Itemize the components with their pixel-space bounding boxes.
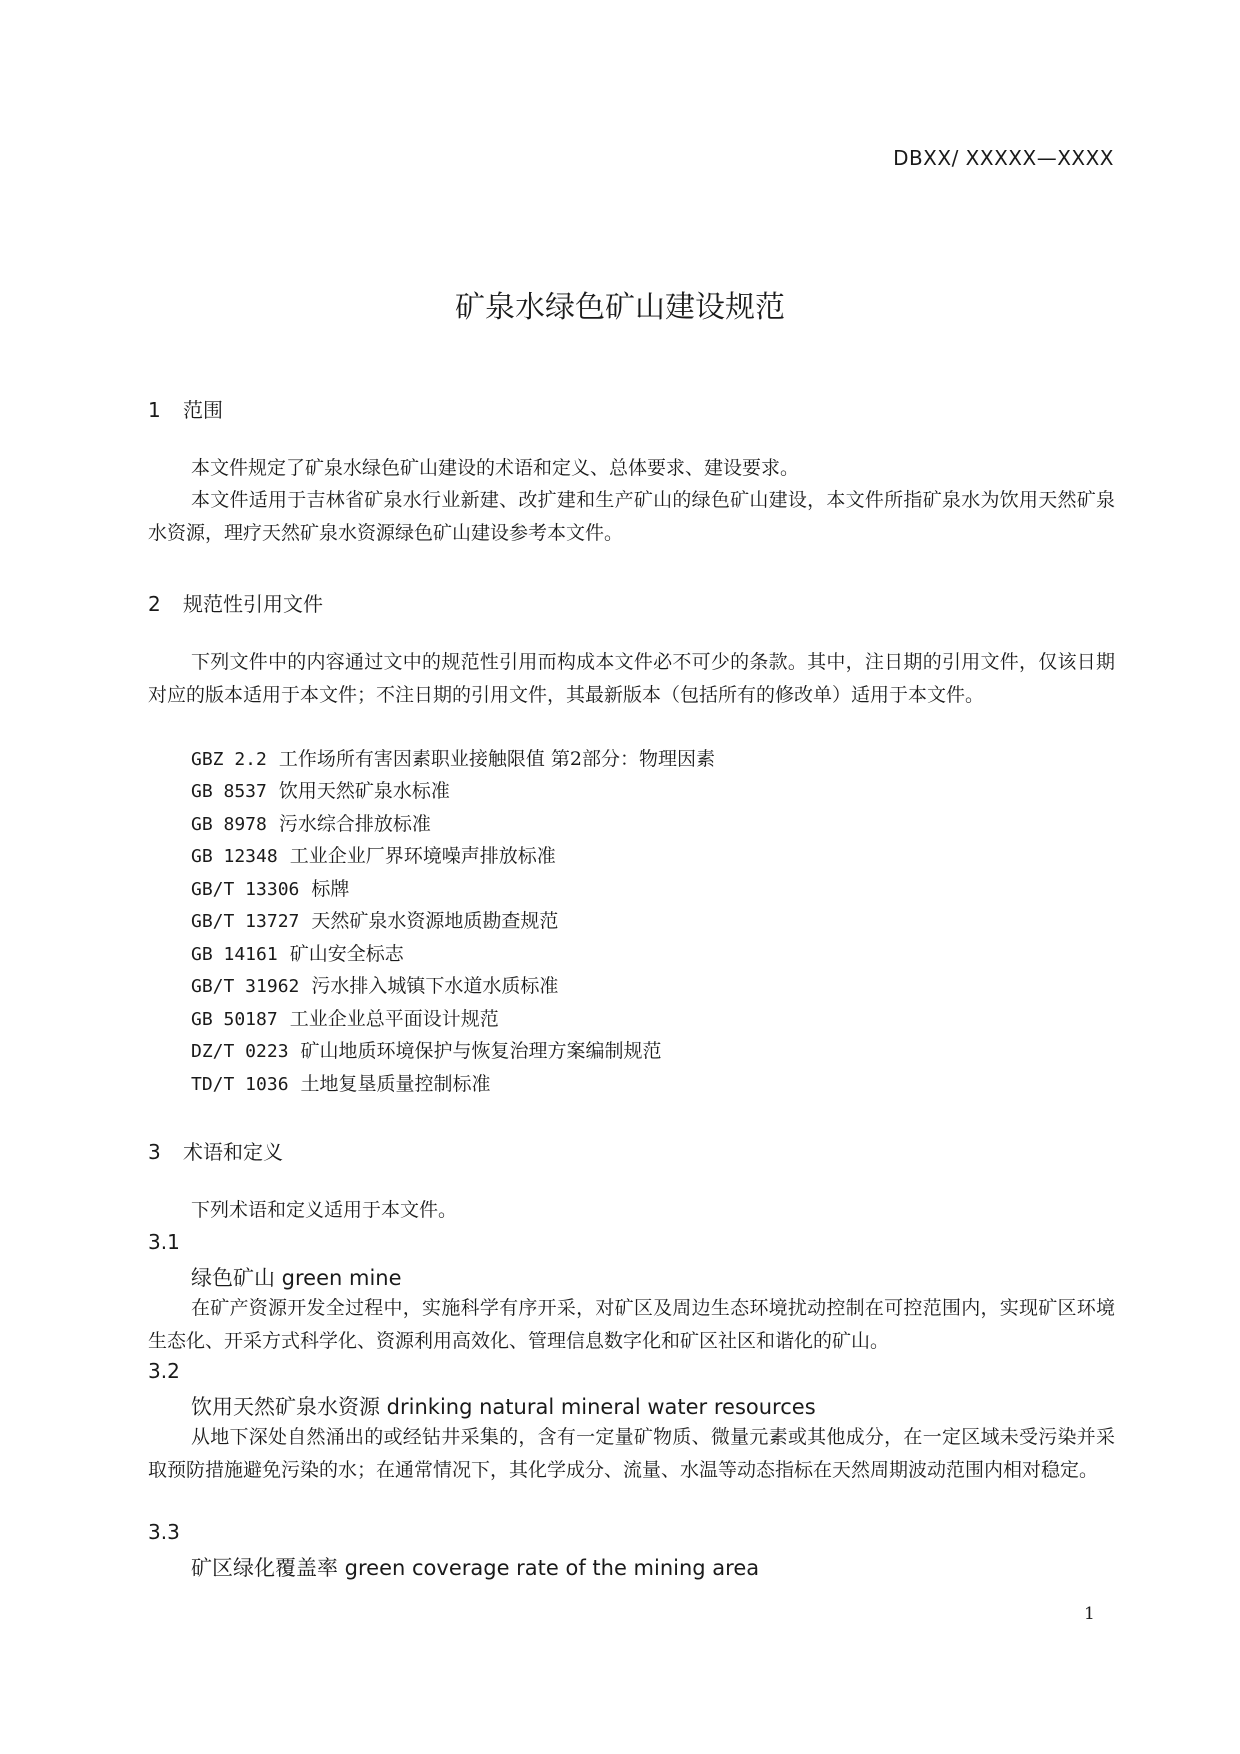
reference-item: [191, 1035, 662, 1069]
reference-title: 工业企业厂界环境噪声排放标准: [289, 845, 556, 867]
reference-code: DZ/T 0223: [191, 1041, 289, 1062]
page-number: 1: [1084, 1604, 1095, 1624]
term-number: 3.2: [148, 1359, 180, 1383]
term-definition: 从地下深处自然涌出的或经钻井采集的，含有一定量矿物质、微量元素或其他成分，在一定区域未受污染并采取预防措施避免污染的水；在通常情况下，其化学成分、流量、水温等动态指标在天然周期波动范围内相对稳定。: [148, 1426, 1115, 1481]
reference-code: GB 8537: [191, 781, 267, 802]
reference-title: 工业企业总平面设计规范: [289, 1008, 499, 1030]
reference-title: 标牌: [311, 878, 350, 900]
reference-title: 矿山安全标志: [289, 943, 404, 965]
reference-code: GB 8978: [191, 814, 267, 835]
reference-title: 污水综合排放标准: [278, 813, 431, 835]
section-number: 2: [148, 592, 161, 616]
term-title: 饮用天然矿泉水资源 drinking natural mineral water resources: [191, 1395, 816, 1419]
reference-item: [191, 970, 558, 1004]
reference-title: 污水排入城镇下水道水质标准: [311, 975, 559, 997]
reference-item: [191, 743, 715, 777]
reference-code: GB/T 13306: [191, 879, 300, 900]
reference-item: [191, 905, 558, 939]
reference-code: TD/T 1036: [191, 1074, 289, 1095]
reference-title: 土地复垦质量控制标准: [300, 1073, 491, 1095]
section-number: 1: [148, 398, 161, 422]
reference-item: [191, 1003, 499, 1037]
reference-item: [191, 775, 450, 809]
term-number: 3.3: [148, 1520, 180, 1544]
term-title: 绿色矿山 green mine: [191, 1266, 402, 1290]
reference-code: GBZ 2.2: [191, 749, 267, 770]
section-title: 术语和定义: [183, 1140, 283, 1164]
reference-item: [191, 1068, 491, 1102]
reference-title: 饮用天然矿泉水标准: [278, 780, 450, 802]
section-1-paragraph-1: 本文件规定了矿泉水绿色矿山建设的术语和定义、总体要求、建设要求。: [191, 457, 800, 479]
reference-code: GB/T 31962: [191, 976, 300, 997]
section-3-heading: [148, 1136, 283, 1165]
section-1-paragraph-2: 本文件适用于吉林省矿泉水行业新建、改扩建和生产矿山的绿色矿山建设，本文件所指矿泉水为饮用天然矿泉水资源，理疗天然矿泉水资源绿色矿山建设参考本文件。: [148, 489, 1115, 544]
reference-title: 工作场所有害因素职业接触限值 第2部分：物理因素: [278, 748, 715, 770]
reference-item: [191, 873, 349, 907]
document-code: DBXX/ XXXXX—XXXX: [893, 146, 1114, 170]
section-3-intro: 下列术语和定义适用于本文件。: [191, 1199, 458, 1221]
reference-title: 天然矿泉水资源地质勘查规范: [311, 910, 559, 932]
section-number: 3: [148, 1140, 161, 1164]
reference-code: GB 12348: [191, 846, 278, 867]
term-number: 3.1: [148, 1230, 180, 1254]
section-title: 规范性引用文件: [183, 592, 323, 616]
section-1-heading: [148, 394, 223, 423]
reference-code: GB/T 13727: [191, 911, 300, 932]
term-definition: 在矿产资源开发全过程中，实施科学有序开采，对矿区及周边生态环境扰动控制在可控范围内，实现矿区环境生态化、开采方式科学化、资源利用高效化、管理信息数字化和矿区社区和谐化的矿山。: [148, 1297, 1115, 1352]
reference-item: [191, 938, 404, 972]
section-2-heading: [148, 588, 323, 617]
term-title: 矿区绿化覆盖率 green coverage rate of the mining area: [191, 1556, 760, 1580]
reference-code: GB 50187: [191, 1009, 278, 1030]
reference-title: 矿山地质环境保护与恢复治理方案编制规范: [300, 1040, 662, 1062]
reference-item: [191, 808, 431, 842]
section-2-intro: 下列文件中的内容通过文中的规范性引用而构成本文件必不可少的条款。其中，注日期的引用文件，仅该日期对应的版本适用于本文件；不注日期的引用文件，其最新版本（包括所有的修改单）适用于本文件。: [148, 651, 1115, 706]
reference-item: [191, 840, 556, 874]
reference-code: GB 14161: [191, 944, 278, 965]
section-title: 范围: [183, 398, 223, 422]
document-title: 矿泉水绿色矿山建设规范: [455, 290, 785, 325]
